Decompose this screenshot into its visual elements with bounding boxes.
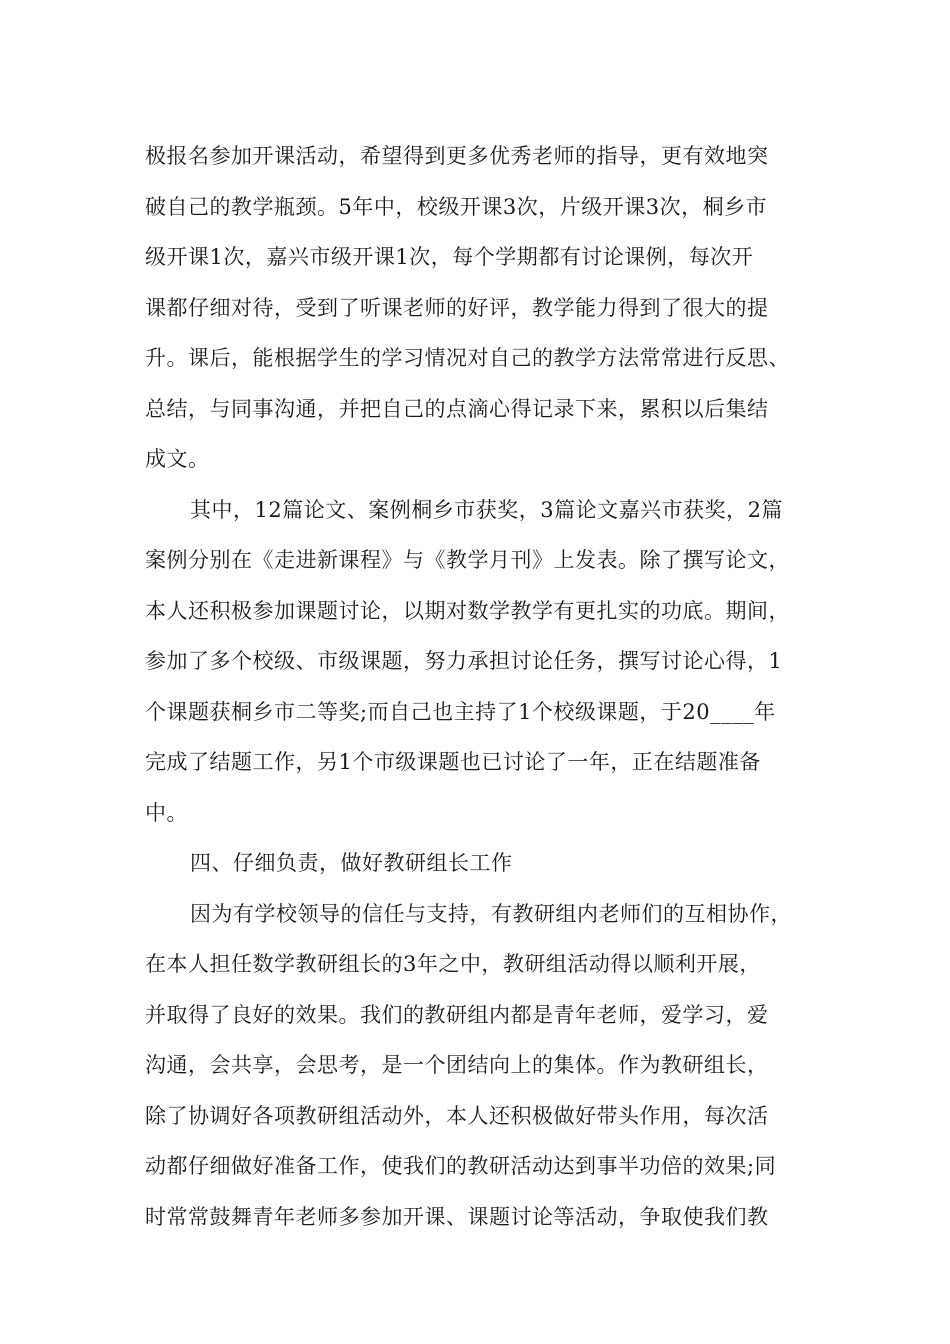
paragraph-start-line: 其中，12篇论文、案例桐乡市获奖，3篇论文嘉兴市获奖，2篇: [190, 497, 783, 522]
text-line: 中。: [145, 800, 188, 825]
text-line: 案例分别在《走进新课程》与《教学月刊》上发表。除了撰写论文，: [145, 548, 790, 572]
document-body: [145, 131, 809, 1242]
text-line: 升。课后，能根据学生的学习情况对自己的教学方法常常进行反思、: [145, 346, 790, 370]
text-line: 除了协调好各项教研组活动外，本人还积极做好带头作用，每次活: [145, 1103, 769, 1128]
text-line: 在本人担任数学教研组长的3年之中，教研组活动得以顺利开展，: [145, 952, 761, 976]
text-line: 时常常鼓舞青年老师多参加开课、课题讨论等活动，争取使我们教: [145, 1204, 769, 1229]
text-line: 参加了多个校级、市级课题，努力承担讨论任务，撰写讨论心得，1: [145, 649, 783, 673]
text-line: 破自己的教学瓶颈。5年中，校级开课3次，片级开课3次，桐乡市: [145, 194, 768, 219]
text-line: 完成了结题工作，另1个市级课题也已讨论了一年，正在结题准备: [145, 750, 761, 774]
paragraph-start-line: 因为有学校领导的信任与支持，有教研组内老师们的互相协作，: [190, 901, 792, 926]
text-line: 总结，与同事沟通，并把自己的点滴心得记录下来，累积以后集结: [145, 396, 769, 421]
text-line: 本人还积极参加课题讨论，以期对数学教学有更扎实的功底。期间，: [145, 598, 790, 623]
text-line: 动都仔细做好准备工作，使我们的教研活动达到事半功倍的效果;同: [145, 1154, 777, 1178]
text-line: 级开课1次，嘉兴市级开课1次，每个学期都有讨论课例，每次开: [145, 245, 754, 269]
text-line: 并取得了良好的效果。我们的教研组内都是青年老师，爱学习，爱: [145, 1002, 769, 1027]
text-line: 成文。: [145, 447, 210, 471]
text-line: 沟通，会共享，会思考，是一个团结向上的集体。作为教研组长，: [145, 1053, 769, 1077]
text-line: 个课题获桐乡市二等奖;而自己也主持了1个校级课题，于20____年: [145, 699, 776, 724]
section-heading: 四、仔细负责，做好教研组长工作: [190, 851, 513, 875]
text-line: 极报名参加开课活动，希望得到更多优秀老师的指导，更有效地突: [145, 144, 769, 168]
text-line: 课都仔细对待，受到了听课老师的好评，教学能力得到了很大的提: [145, 295, 769, 320]
